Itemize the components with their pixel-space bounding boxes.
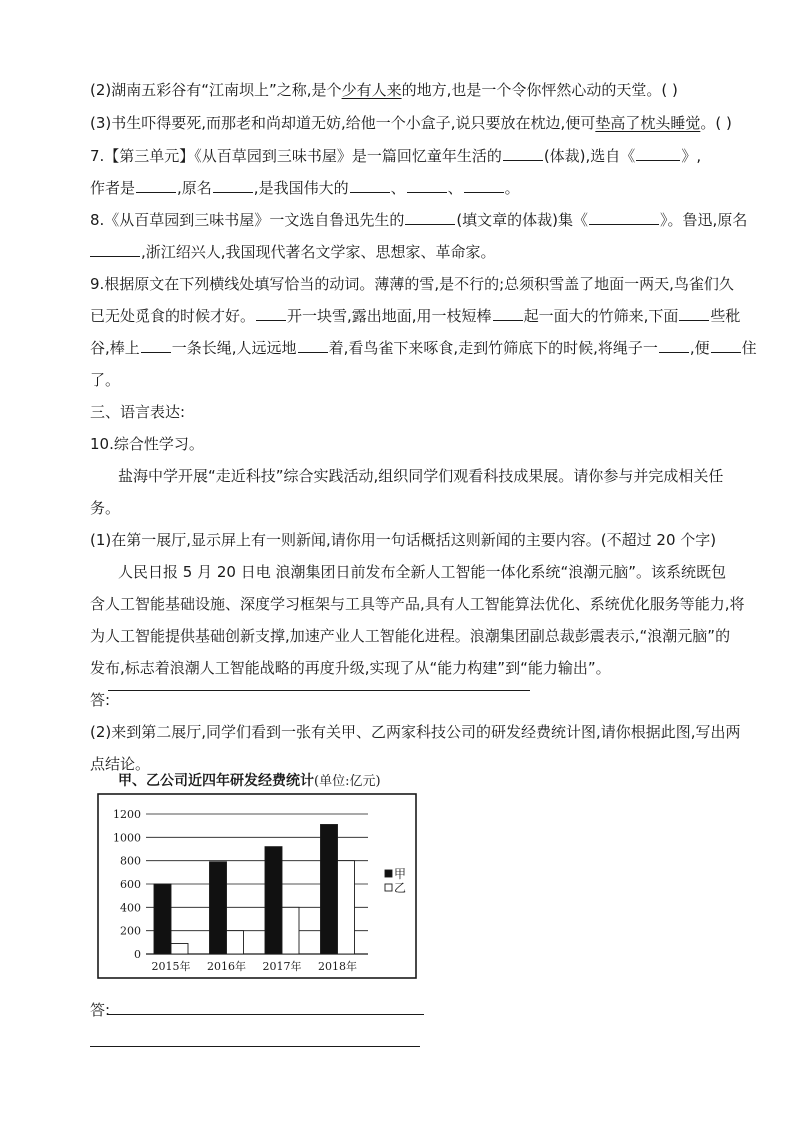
answer-label-2: 答: [90, 1001, 111, 1019]
y-tick-label: 800 [120, 854, 141, 868]
q7-text: 作者是 [90, 179, 136, 197]
legend-swatch [385, 884, 392, 891]
q9-text: 已无处觅食的时候才好。 [90, 307, 256, 325]
q9-text: 谷,棒上 [90, 339, 140, 357]
chart-frame [98, 794, 416, 978]
legend-swatch [385, 870, 392, 877]
bar-yi [227, 931, 244, 954]
q9-text: 一条长绳,人远远地 [171, 339, 297, 357]
y-tick-label: 400 [120, 901, 141, 915]
answer-label: 答: [90, 691, 111, 709]
question-9-line3 [90, 338, 757, 358]
answer-blank[interactable] [636, 146, 680, 161]
y-tick-label: 200 [120, 924, 141, 938]
q10-sub1-prompt: (1)在第一展厅,显示屏上有一则新闻,请你用一句话概括这则新闻的主要内容。(不超过 20 个字) [90, 531, 717, 549]
answer-blank[interactable] [493, 306, 523, 321]
answer-blank[interactable] [464, 178, 504, 193]
x-tick-label: 2015年 [151, 960, 191, 973]
q7-text: 》, [681, 147, 702, 165]
item2-text-end: 的地方,也是一个令你怦然心动的天堂。( ) [401, 81, 678, 99]
answer-blank[interactable] [503, 146, 543, 161]
q8-text: (填文章的体裁)集《 [456, 211, 589, 229]
news-line1: 人民日报 5 月 20 日电 浪潮集团日前发布全新人工智能一体化系统“浪潮元脑”。该系统既包 [118, 563, 727, 581]
q9-text: 开一块雪,露出地面,用一枝短棒 [287, 307, 492, 325]
answer-blank[interactable] [256, 306, 286, 321]
bar-jia [321, 825, 338, 955]
answer-blank[interactable] [350, 178, 390, 193]
answer-line-1[interactable] [108, 1014, 424, 1015]
q10-sub2-line2: 点结论。 [90, 755, 151, 773]
q9-text: ,便 [689, 339, 710, 357]
question-9-line1: 9.根据原文在下列横线处填写恰当的动词。薄薄的雪,是不行的;总须积雪盖了地面一两天,鸟雀们久 [90, 275, 734, 293]
y-tick-label: 600 [120, 878, 141, 891]
news-line3: 为人工智能提供基础创新支撑,加速产业人工智能化进程。浪潮集团副总裁彭震表示,“浪潮元脑”的 [90, 627, 731, 645]
answer-blank[interactable] [298, 338, 328, 353]
answer-blank[interactable] [659, 338, 689, 353]
legend-label: 乙 [394, 881, 407, 895]
y-tick-label: 1200 [113, 808, 141, 821]
y-tick-label: 0 [134, 948, 141, 961]
item3-text: (3)书生吓得要死,而那老和尚却道无妨,给他一个小盒子,说只要放在枕边,便可 [90, 114, 596, 132]
q9-text: 住 [741, 339, 757, 357]
answer-blank[interactable] [405, 210, 455, 225]
q10-sub2-line1: (2)来到第二展厅,同学们看到一张有关甲、乙两家科技公司的研发经费统计图,请你根据此图,写出两 [90, 723, 741, 741]
bar-jia [154, 884, 171, 954]
question-8-line1 [90, 210, 748, 230]
chart-title-unit: (单位:亿元) [314, 774, 381, 789]
x-tick-label: 2016年 [207, 960, 246, 973]
question-7-line1 [90, 146, 715, 166]
q7-text: 7.【第三单元】《从百草园到三味书屋》是一篇回忆童年生活的 [90, 147, 502, 165]
answer-blank[interactable] [407, 178, 447, 193]
answer-blank[interactable] [90, 242, 140, 257]
q7-text: (体裁),选自《 [543, 147, 636, 165]
chart-title [118, 772, 381, 791]
bar-yi [338, 861, 355, 954]
item3-text-end: 。( ) [700, 114, 732, 132]
rd-funding-bar-chart [96, 792, 418, 980]
question-item-2 [90, 80, 715, 100]
q9-text: 起一面大的竹筛来,下面 [523, 307, 679, 325]
q8-text: 8.《从百草园到三味书屋》一文选自鲁迅先生的 [90, 211, 405, 229]
answer-line[interactable] [108, 690, 530, 691]
answer-blank[interactable] [136, 178, 176, 193]
bar-yi [171, 944, 188, 955]
q10-intro-line1: 盐海中学开展“走近科技”综合实践活动,组织同学们观看科技成果展。请你参与并完成相关任 [118, 467, 724, 485]
question-10-title: 10.综合性学习。 [90, 435, 204, 453]
q9-text: 些秕 [710, 307, 741, 325]
answer-blank[interactable] [141, 338, 171, 353]
q7-text: 、 [390, 179, 406, 197]
q7-text: 、 [447, 179, 463, 197]
answer-blank[interactable] [679, 306, 709, 321]
news-line2: 含人工智能基础设施、深度学习框架与工具等产品,具有人工智能算法优化、系统优化服务等能力,将 [90, 595, 745, 613]
q8-text: 》。鲁迅,原名 [660, 211, 748, 229]
bar-jia [265, 847, 282, 954]
bar-yi [282, 907, 299, 954]
q7-text: 。 [504, 179, 520, 197]
bar-jia [210, 862, 227, 954]
answer-line-2[interactable] [90, 1046, 420, 1047]
question-item-3 [90, 113, 732, 133]
section-heading: 三、语言表达: [90, 403, 186, 421]
answer-blank[interactable] [711, 338, 741, 353]
question-9-line4: 了。 [90, 371, 121, 389]
x-tick-label: 2017年 [262, 960, 302, 973]
y-tick-label: 1000 [113, 831, 141, 845]
legend-label: 甲 [394, 867, 407, 881]
item2-text: (2)湖南五彩谷有“江南坝上”之称,是个 [90, 81, 342, 99]
item3-underlined: 垫高了枕头睡觉 [595, 114, 701, 132]
question-8-line2 [90, 242, 715, 262]
q10-intro-line2: 务。 [90, 499, 121, 517]
news-line4: 发布,标志着浪潮人工智能战略的再度升级,实现了从“能力构建”到“能力输出”。 [90, 659, 611, 677]
q8-text: ,浙江绍兴人,我国现代著名文学家、思想家、革命家。 [141, 243, 496, 261]
item2-underlined: 少有人来 [341, 81, 402, 99]
x-tick-label: 2018年 [318, 960, 357, 973]
answer-blank[interactable] [589, 210, 659, 225]
answer-blank[interactable] [213, 178, 253, 193]
q9-text: 着,看鸟雀下来啄食,走到竹筛底下的时候,将绳子一 [328, 339, 658, 357]
q7-text: ,原名 [177, 179, 212, 197]
question-7-line2 [90, 178, 715, 198]
chart-title-main: 甲、乙公司近四年研发经费统计 [118, 773, 314, 789]
q7-text: ,是我国伟大的 [253, 179, 349, 197]
question-9-line2 [90, 306, 741, 326]
